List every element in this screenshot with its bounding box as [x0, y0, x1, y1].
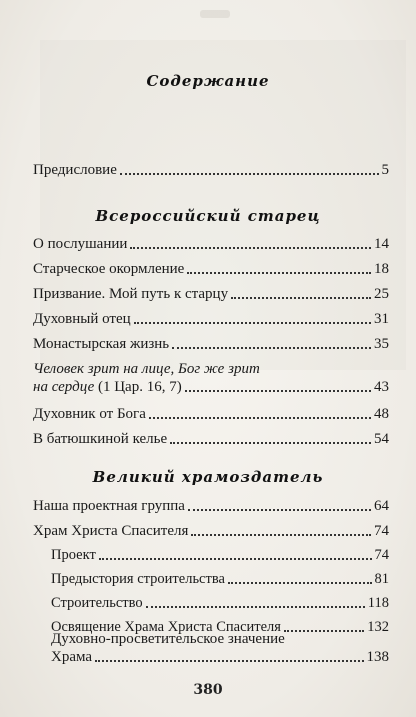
quote-reference: (1 Цар. 16, 7)	[94, 379, 182, 395]
toc-subentry[interactable]	[51, 546, 389, 564]
toc-entry-preface[interactable]	[33, 161, 389, 179]
toc-entry-page: 48	[374, 406, 389, 422]
toc-entry-line2	[51, 648, 389, 666]
toc-entry-label: Наша проектная группа	[33, 498, 185, 514]
toc-entry-page: 81	[374, 571, 389, 587]
dot-leader	[231, 297, 371, 299]
toc-entry-label: Духовник от Бога	[33, 406, 146, 422]
toc-entry[interactable]	[33, 260, 389, 278]
toc-entry-page: 18	[374, 261, 389, 277]
toc-entry-label-line2: Храма	[51, 649, 93, 665]
toc-entry[interactable]	[33, 405, 389, 423]
toc-entry[interactable]	[33, 310, 389, 328]
toc-entry-label-line2	[33, 378, 182, 396]
toc-subentry[interactable]	[51, 594, 389, 612]
toc-entry-label: Старческое окормление	[33, 261, 185, 277]
dot-leader	[130, 247, 371, 249]
quote-italic-part: на сердце	[33, 379, 95, 395]
toc-entry[interactable]	[33, 430, 389, 448]
toc-entry-label: Духовный отец	[33, 311, 131, 327]
page-edge-mark	[200, 10, 230, 18]
toc-entry-label: Строительство	[51, 595, 143, 611]
toc-entry-label: Предисловие	[33, 162, 117, 178]
dot-leader	[120, 173, 379, 175]
page-number: 380	[193, 682, 223, 698]
toc-entry-label: Храм Христа Спасителя	[33, 523, 189, 539]
toc-entry-page: 43	[374, 379, 389, 395]
toc-entry-label: Освящение Храма Христа Спасителя	[51, 619, 281, 635]
dot-leader	[99, 558, 372, 560]
dot-leader	[191, 534, 371, 536]
dot-leader	[146, 606, 365, 608]
dot-leader	[95, 660, 363, 662]
dot-leader	[149, 417, 371, 419]
toc-entry-page: 118	[367, 595, 389, 611]
toc-entry-line2	[33, 378, 389, 396]
dot-leader	[188, 509, 371, 511]
toc-entry[interactable]	[33, 335, 389, 353]
toc-entry-label-line1: Духовно-просветительское значение	[51, 631, 285, 647]
toc-entry-label: Проект	[51, 547, 96, 563]
contents-title: Содержание	[146, 72, 270, 90]
toc-entry-label: Монастырская жизнь	[33, 336, 170, 352]
toc-entry-page: 138	[366, 649, 389, 665]
toc-entry-quote[interactable]	[33, 360, 389, 396]
dot-leader	[228, 582, 372, 584]
toc-entry[interactable]	[33, 235, 389, 253]
toc-entry[interactable]	[33, 522, 389, 540]
toc-entry-label: О послушании	[33, 236, 128, 252]
toc-entry-page: 5	[381, 162, 389, 178]
toc-entry-page: 74	[374, 547, 389, 563]
toc-entry-page: 54	[374, 431, 389, 447]
dot-leader	[187, 272, 371, 274]
dot-leader	[134, 322, 371, 324]
toc-entry-label-line1: Человек зрит на лице, Бог же зрит	[33, 361, 260, 377]
toc-entry-label: Призвание. Мой путь к старцу	[33, 286, 229, 302]
toc-entry-page: 25	[374, 286, 389, 302]
toc-entry-page: 31	[374, 311, 389, 327]
toc-entry-page: 74	[374, 523, 389, 539]
toc-entry-page: 35	[374, 336, 389, 352]
dot-leader	[170, 442, 371, 444]
section-title-2: Великий храмоздатель	[92, 468, 324, 486]
toc-subentry-multiline[interactable]	[51, 630, 389, 666]
toc-entry-page: 14	[374, 236, 389, 252]
dot-leader	[172, 347, 371, 349]
toc-entry-label: Предыстория строительства	[51, 571, 225, 587]
toc-entry-page: 132	[367, 619, 389, 635]
section-title-1: Всероссийский старец	[95, 207, 321, 225]
toc-entry[interactable]	[33, 285, 389, 303]
toc-subentry[interactable]	[51, 570, 389, 588]
toc-entry-page: 64	[374, 498, 389, 514]
dot-leader	[185, 390, 371, 392]
toc-entry-label: В батюшкиной келье	[33, 431, 168, 447]
toc-entry[interactable]	[33, 497, 389, 515]
